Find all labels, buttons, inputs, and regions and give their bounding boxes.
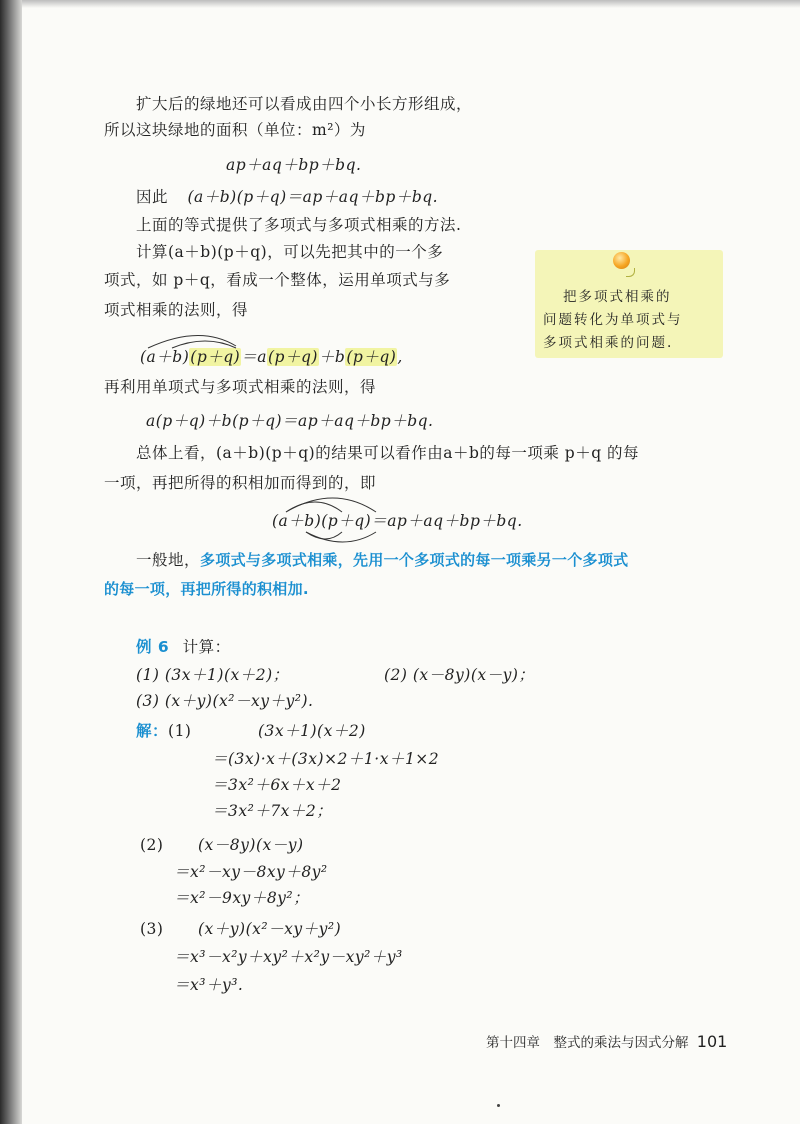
solution-2-line-2: ＝x²－xy－8xy＋8y² bbox=[174, 863, 328, 881]
intro-line-1: 扩大后的绿地还可以看成由四个小长方形组成， bbox=[136, 95, 473, 113]
solution-1-line-3: ＝3x²＋6x＋x＋2 bbox=[212, 776, 342, 794]
note-line-1: 把多项式相乘的 bbox=[563, 289, 672, 305]
solution-1-tag: (1) bbox=[168, 722, 192, 740]
page-footer bbox=[486, 1031, 727, 1051]
note-line-3: 多项式相乘的问题. bbox=[543, 335, 674, 351]
therefore-label: 因此 bbox=[136, 188, 169, 206]
example-heading bbox=[136, 636, 231, 658]
solution-2-tag: (2) bbox=[140, 836, 164, 854]
side-note bbox=[535, 250, 723, 358]
example-problem-1: (1) (3x＋1)(x＋2)； bbox=[136, 666, 289, 684]
solution-label: 解： bbox=[136, 722, 169, 740]
step1-mid-2: ＋b bbox=[318, 348, 346, 366]
page-number: 101 bbox=[696, 1032, 728, 1051]
solution-3-line-1: (x＋y)(x²－xy＋y²) bbox=[198, 920, 342, 938]
pushpin-icon bbox=[613, 252, 630, 269]
step1-lead: (a＋b) bbox=[140, 348, 190, 366]
example-problem-3: (3) (x＋y)(x²－xy＋y²). bbox=[136, 692, 314, 710]
solution-1-line-4: ＝3x²＋7x＋2； bbox=[212, 802, 333, 820]
book-spine-shadow bbox=[0, 0, 22, 1124]
formula-area: ap＋aq＋bp＋bq. bbox=[226, 156, 362, 174]
example-label: 例 6 bbox=[136, 638, 170, 656]
step1-highlight-3: (p＋q) bbox=[346, 348, 397, 366]
intro-line-2: 所以这块绿地的面积（单位：m²）为 bbox=[104, 121, 366, 139]
arc-summary-b-q bbox=[306, 532, 376, 542]
step1-highlight-1: (p＋q) bbox=[190, 348, 241, 366]
step1-mid-1: ＝a bbox=[241, 348, 267, 366]
solution-1-head bbox=[136, 720, 191, 742]
intro-line-6: 项式，如 p＋q，看成一个整体，运用单项式与多 bbox=[104, 271, 451, 289]
solution-2-line-1: (x－8y)(x－y) bbox=[198, 836, 304, 854]
step1-tail: , bbox=[397, 348, 403, 366]
chapter-title: 第十四章 整式的乘法与因式分解 bbox=[486, 1035, 689, 1051]
step1-formula bbox=[140, 346, 403, 368]
rule-line-1 bbox=[136, 549, 628, 571]
step2-intro: 再利用单项式与多项式相乘的法则，得 bbox=[104, 378, 377, 396]
intro-line-4: 上面的等式提供了多项式与多项式相乘的方法. bbox=[136, 216, 462, 234]
intro-line-7: 项式相乘的法则，得 bbox=[104, 301, 249, 319]
solution-3-line-3: ＝x³＋y³. bbox=[174, 976, 244, 994]
summary-line-2: 一项，再把所得的积相加而得到的，即 bbox=[104, 474, 377, 492]
rule-prefix: 一般地， bbox=[136, 551, 201, 569]
solution-3-tag: (3) bbox=[140, 920, 164, 938]
step2-formula: a(p＋q)＋b(p＋q)＝ap＋aq＋bp＋bq. bbox=[146, 412, 434, 430]
solution-1-line-1: (3x＋1)(x＋2) bbox=[258, 722, 366, 740]
note-line-2: 问题转化为单项式与 bbox=[543, 312, 683, 328]
scan-speck bbox=[497, 1104, 500, 1107]
solution-2-line-3: ＝x²－9xy＋8y²； bbox=[174, 889, 310, 907]
intro-line-5: 计算(a＋b)(p＋q)，可以先把其中的一个多 bbox=[136, 243, 444, 261]
example-prompt: 计算： bbox=[182, 638, 231, 656]
summary-line-1: 总体上看，(a＋b)(p＋q)的结果可以看作由a＋b的每一项乘 p＋q 的每 bbox=[136, 444, 640, 462]
intro-line-3 bbox=[136, 186, 438, 208]
identity-formula: (a＋b)(p＋q)＝ap＋aq＋bp＋bq. bbox=[187, 188, 439, 206]
page-top-edge bbox=[22, 0, 800, 8]
arc-summary-b-p bbox=[306, 532, 342, 539]
summary-formula: (a＋b)(p＋q)＝ap＋aq＋bp＋bq. bbox=[272, 512, 523, 530]
rule-text-1: 多项式与多项式相乘，先用一个多项式的每一项乘另一个多项式 bbox=[200, 551, 629, 569]
solution-1-line-2: ＝(3x)·x＋(3x)×2＋1·x＋1×2 bbox=[212, 750, 440, 768]
rule-text-2: 的每一项，再把所得的积相加. bbox=[104, 580, 309, 598]
step1-highlight-2: (p＋q) bbox=[267, 348, 318, 366]
example-problem-2: (2) (x－8y)(x－y)； bbox=[384, 666, 535, 684]
solution-3-line-2: ＝x³－x²y＋xy²＋x²y－xy²＋y³ bbox=[174, 948, 403, 966]
